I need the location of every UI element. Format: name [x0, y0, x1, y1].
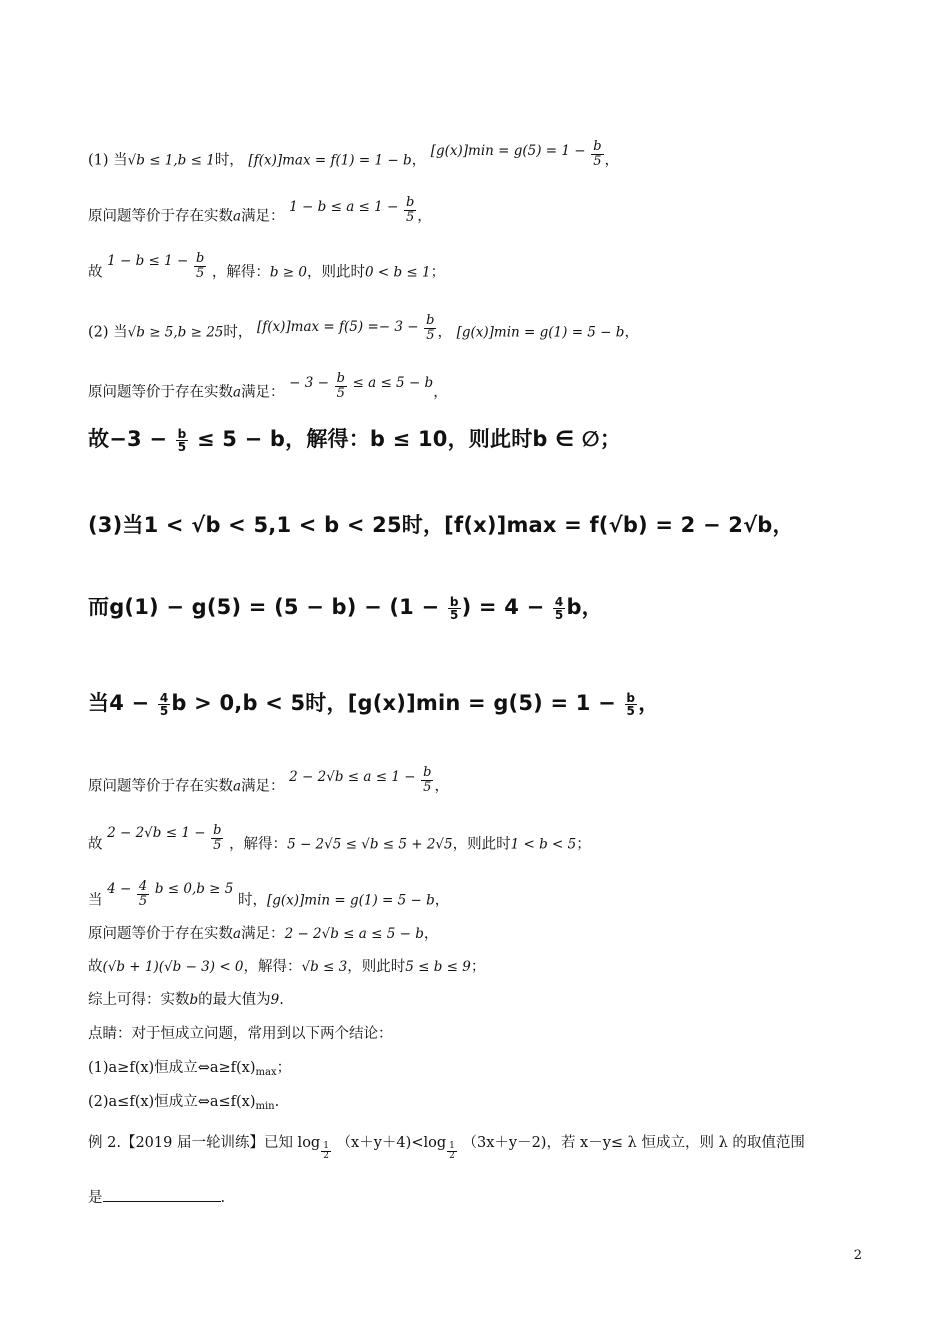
- line-equiv-2: 原问题等价于存在实数a满足： − 3 − $\frac{b}{5}$ ≤ a ≤ 5 − b，: [88, 371, 448, 401]
- line-therefore-3: 故 2 − 2√b ≤ 1 − $\frac{b}{5}$ ，解得：5 − 2√5 ≤ √b ≤ 5 + 2√5，则此时1 < b < 5；: [88, 823, 591, 853]
- line-conclusion: 综上可得：实数b的最大值为9.: [88, 992, 284, 1008]
- line-case3b: 当 4 − $\frac{4}{5}$ b ≤ 0,b ≥ 5 时，[g(x)]min = g(1) = 5 − b，: [88, 879, 450, 909]
- bold-line-3: 而g(1) − g(5) = (5 − b) − (1 − $\frac{b}{5}$ ) = 4 − $\frac{4}{5}$ b，: [88, 594, 603, 622]
- bold-line-2: (3)当1 < √b < 5,1 < b < 25时，[f(x)]max = f(√b) = 2 − 2√b，: [88, 513, 794, 537]
- line-equiv-1: 原问题等价于存在实数a满足： 1 − b ≤ a ≤ 1 − $\frac{b}{5}$ ，: [88, 195, 432, 225]
- line-case1: (1) 当√b ≤ 1,b ≤ 1时， [f(x)]max = f(1) = 1 − b， [g(x)]min = g(5) = 1 − $\frac{b}{5}$ ，: [88, 139, 620, 169]
- line-case2: (2) 当√b ≥ 5,b ≥ 25时， [f(x)]max = f(5) =− 3 − $\frac{b}{5}$ ， [g(x)]min = g(1) = 5 − b，: [88, 313, 639, 343]
- example-2: 例 2.【2019 届一轮训练】已知 log 1 2 （x＋y＋4)<log 1 2 （3x＋y－2)，若 x－y≤ λ 恒成立，则 λ 的取值范围: [88, 1135, 805, 1161]
- line-equiv-4: 原问题等价于存在实数a满足：2 − 2√b ≤ a ≤ 5 − b，: [88, 926, 439, 942]
- bold-line-1: 故−3 − $\frac{b}{5}$ ≤ 5 − b，解得：b ≤ 10，则此时b ∈ ∅；: [88, 426, 622, 454]
- line-tip-1: (1)a≥f(x)恒成立$\Leftrightarrow a\ge f(x)_{max}$；: [88, 1060, 292, 1078]
- page-number: 2: [853, 1248, 862, 1263]
- answer-blank: [103, 1187, 221, 1202]
- example-2-cont: 是 .: [88, 1187, 225, 1207]
- line-tip-2: (2)a≤f(x)恒成立$\Leftrightarrow a\le f(x)_{min}$.: [88, 1094, 280, 1112]
- line-therefore-1: 故 1 − b ≤ 1 − $\frac{b}{5}$ ，解得：b ≥ 0，则此时0 < b ≤ 1；: [88, 251, 446, 281]
- line-therefore-4: 故(√b + 1)(√b − 3) < 0，解得：√b ≤ 3，则此时5 ≤ b ≤ 9；: [88, 959, 486, 975]
- line-tip: 点睛：对于恒成立问题，常用到以下两个结论：: [88, 1026, 393, 1042]
- bold-line-4: 当4 − $\frac{4}{5}$ b > 0,b < 5时，[g(x)]min = g(5) = 1 − $\frac{b}{5}$ ，: [88, 690, 660, 718]
- line-equiv-3: 原问题等价于存在实数a满足： 2 − 2√b ≤ a ≤ 1 − $\frac{b}{5}$ ，: [88, 765, 449, 795]
